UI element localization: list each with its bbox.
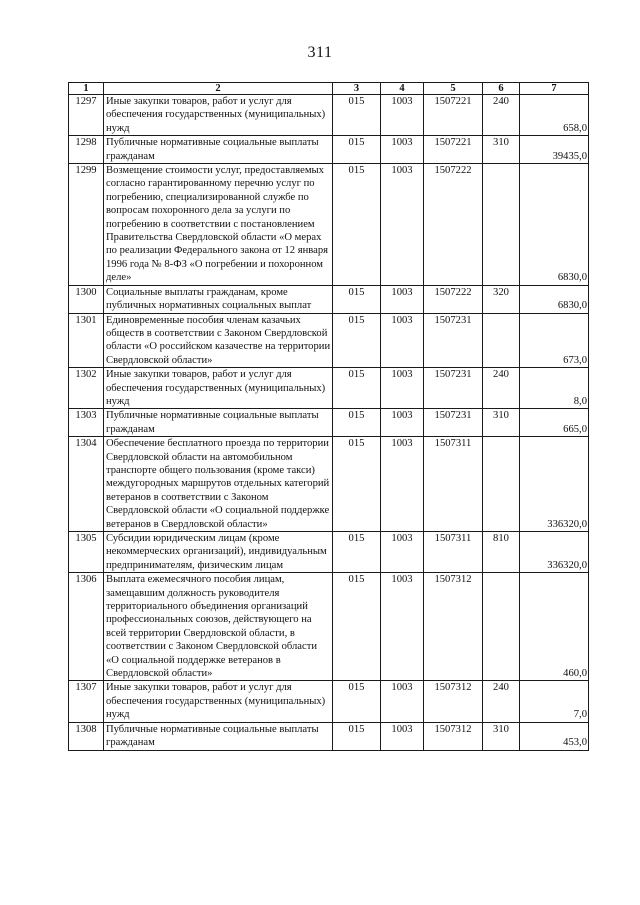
target-code-cell: 1507312 xyxy=(424,573,483,681)
column-header: 5 xyxy=(424,83,483,95)
target-code-cell: 1507231 xyxy=(424,368,483,409)
budget-table xyxy=(68,82,589,751)
row-number-cell: 1302 xyxy=(69,368,104,409)
target-code-cell: 1507221 xyxy=(424,95,483,136)
amount-cell: 460,0 xyxy=(520,573,589,681)
table-row xyxy=(69,409,589,437)
table-row xyxy=(69,681,589,722)
row-name-cell: Единовременные пособия членам казачьих обществ в соответствии с Законом Свердловской области «О российском казачестве на территории Свердловской области» xyxy=(104,313,333,368)
amount-cell: 453,0 xyxy=(520,722,589,750)
row-name-cell: Обеспечение бесплатного проезда по территории Свердловской области на автомобильном транспорте общего пользования (кроме такси) междугородных маршрутов отдельных категорий ветеранов в соответствии с Законом Свердловской области «О социальной поддержке ветеранов в Свердловской области» xyxy=(104,437,333,532)
expense-type-cell xyxy=(483,573,520,681)
admin-code-cell: 015 xyxy=(333,95,381,136)
table-row xyxy=(69,532,589,573)
amount-cell: 8,0 xyxy=(520,368,589,409)
target-code-cell: 1507311 xyxy=(424,532,483,573)
amount-cell: 336320,0 xyxy=(520,437,589,532)
amount-cell: 7,0 xyxy=(520,681,589,722)
expense-type-cell: 310 xyxy=(483,409,520,437)
section-code-cell: 1003 xyxy=(381,722,424,750)
row-number-cell: 1303 xyxy=(69,409,104,437)
table-row xyxy=(69,573,589,681)
expense-type-cell xyxy=(483,437,520,532)
section-code-cell: 1003 xyxy=(381,681,424,722)
admin-code-cell: 015 xyxy=(333,532,381,573)
table-row xyxy=(69,164,589,286)
section-code-cell: 1003 xyxy=(381,532,424,573)
column-header: 7 xyxy=(520,83,589,95)
amount-cell: 673,0 xyxy=(520,313,589,368)
amount-cell: 39435,0 xyxy=(520,136,589,164)
table-row xyxy=(69,368,589,409)
target-code-cell: 1507231 xyxy=(424,313,483,368)
target-code-cell: 1507312 xyxy=(424,722,483,750)
section-code-cell: 1003 xyxy=(381,409,424,437)
expense-type-cell: 310 xyxy=(483,136,520,164)
admin-code-cell: 015 xyxy=(333,722,381,750)
section-code-cell: 1003 xyxy=(381,368,424,409)
page-number: 311 xyxy=(307,44,333,61)
table-row xyxy=(69,285,589,313)
amount-cell: 665,0 xyxy=(520,409,589,437)
amount-cell: 336320,0 xyxy=(520,532,589,573)
row-number-cell: 1300 xyxy=(69,285,104,313)
admin-code-cell: 015 xyxy=(333,681,381,722)
expense-type-cell: 310 xyxy=(483,722,520,750)
row-number-cell: 1307 xyxy=(69,681,104,722)
table-row xyxy=(69,722,589,750)
row-number-cell: 1299 xyxy=(69,164,104,286)
amount-cell: 6830,0 xyxy=(520,164,589,286)
row-name-cell: Публичные нормативные социальные выплаты гражданам xyxy=(104,722,333,750)
admin-code-cell: 015 xyxy=(333,437,381,532)
expense-type-cell: 240 xyxy=(483,368,520,409)
target-code-cell: 1507312 xyxy=(424,681,483,722)
column-header: 4 xyxy=(381,83,424,95)
row-number-cell: 1297 xyxy=(69,95,104,136)
section-code-cell: 1003 xyxy=(381,95,424,136)
expense-type-cell xyxy=(483,164,520,286)
admin-code-cell: 015 xyxy=(333,409,381,437)
section-code-cell: 1003 xyxy=(381,164,424,286)
section-code-cell: 1003 xyxy=(381,136,424,164)
table-row xyxy=(69,437,589,532)
column-header: 3 xyxy=(333,83,381,95)
row-number-cell: 1305 xyxy=(69,532,104,573)
admin-code-cell: 015 xyxy=(333,164,381,286)
row-number-cell: 1306 xyxy=(69,573,104,681)
expense-type-cell xyxy=(483,313,520,368)
target-code-cell: 1507221 xyxy=(424,136,483,164)
row-name-cell: Иные закупки товаров, работ и услуг для обеспечения государственных (муниципальных) нужд xyxy=(104,681,333,722)
admin-code-cell: 015 xyxy=(333,573,381,681)
column-header: 2 xyxy=(104,83,333,95)
admin-code-cell: 015 xyxy=(333,368,381,409)
section-code-cell: 1003 xyxy=(381,285,424,313)
target-code-cell: 1507222 xyxy=(424,164,483,286)
expense-type-cell: 320 xyxy=(483,285,520,313)
row-number-cell: 1304 xyxy=(69,437,104,532)
row-name-cell: Иные закупки товаров, работ и услуг для обеспечения государственных (муниципальных) нужд xyxy=(104,368,333,409)
row-name-cell: Публичные нормативные социальные выплаты гражданам xyxy=(104,136,333,164)
row-name-cell: Возмещение стоимости услуг, предоставляемых согласно гарантированному перечню услуг по погребению, специализированной службе по вопросам похоронного дела за услуги по погребению в соответствии с постановлением Правительства Свердловской области «О мерах по реализации Федерального закона от 12 января 1996 года № 8-ФЗ «О погребении и похоронном деле» xyxy=(104,164,333,286)
section-code-cell: 1003 xyxy=(381,573,424,681)
target-code-cell: 1507231 xyxy=(424,409,483,437)
table-row xyxy=(69,313,589,368)
row-name-cell: Субсидии юридическим лицам (кроме некоммерческих организаций), индивидуальным предпринимателям, физическим лицам xyxy=(104,532,333,573)
row-number-cell: 1308 xyxy=(69,722,104,750)
expense-type-cell: 240 xyxy=(483,681,520,722)
row-name-cell: Иные закупки товаров, работ и услуг для обеспечения государственных (муниципальных) нужд xyxy=(104,95,333,136)
column-header: 6 xyxy=(483,83,520,95)
section-code-cell: 1003 xyxy=(381,313,424,368)
row-number-cell: 1301 xyxy=(69,313,104,368)
admin-code-cell: 015 xyxy=(333,136,381,164)
target-code-cell: 1507311 xyxy=(424,437,483,532)
table-row xyxy=(69,136,589,164)
amount-cell: 658,0 xyxy=(520,95,589,136)
admin-code-cell: 015 xyxy=(333,313,381,368)
admin-code-cell: 015 xyxy=(333,285,381,313)
header-row xyxy=(69,83,589,95)
table-row xyxy=(69,95,589,136)
row-name-cell: Выплата ежемесячного пособия лицам, замещавшим должность руководителя территориального объединения организаций профессиональных союзов, действующего на всей территории Свердловской области, в соответствии с Законом Свердловской области «О социальной поддержке ветеранов в Свердловской области» xyxy=(104,573,333,681)
expense-type-cell: 810 xyxy=(483,532,520,573)
column-header: 1 xyxy=(69,83,104,95)
row-name-cell: Публичные нормативные социальные выплаты гражданам xyxy=(104,409,333,437)
expense-type-cell: 240 xyxy=(483,95,520,136)
amount-cell: 6830,0 xyxy=(520,285,589,313)
target-code-cell: 1507222 xyxy=(424,285,483,313)
row-name-cell: Социальные выплаты гражданам, кроме публичных нормативных социальных выплат xyxy=(104,285,333,313)
row-number-cell: 1298 xyxy=(69,136,104,164)
section-code-cell: 1003 xyxy=(381,437,424,532)
